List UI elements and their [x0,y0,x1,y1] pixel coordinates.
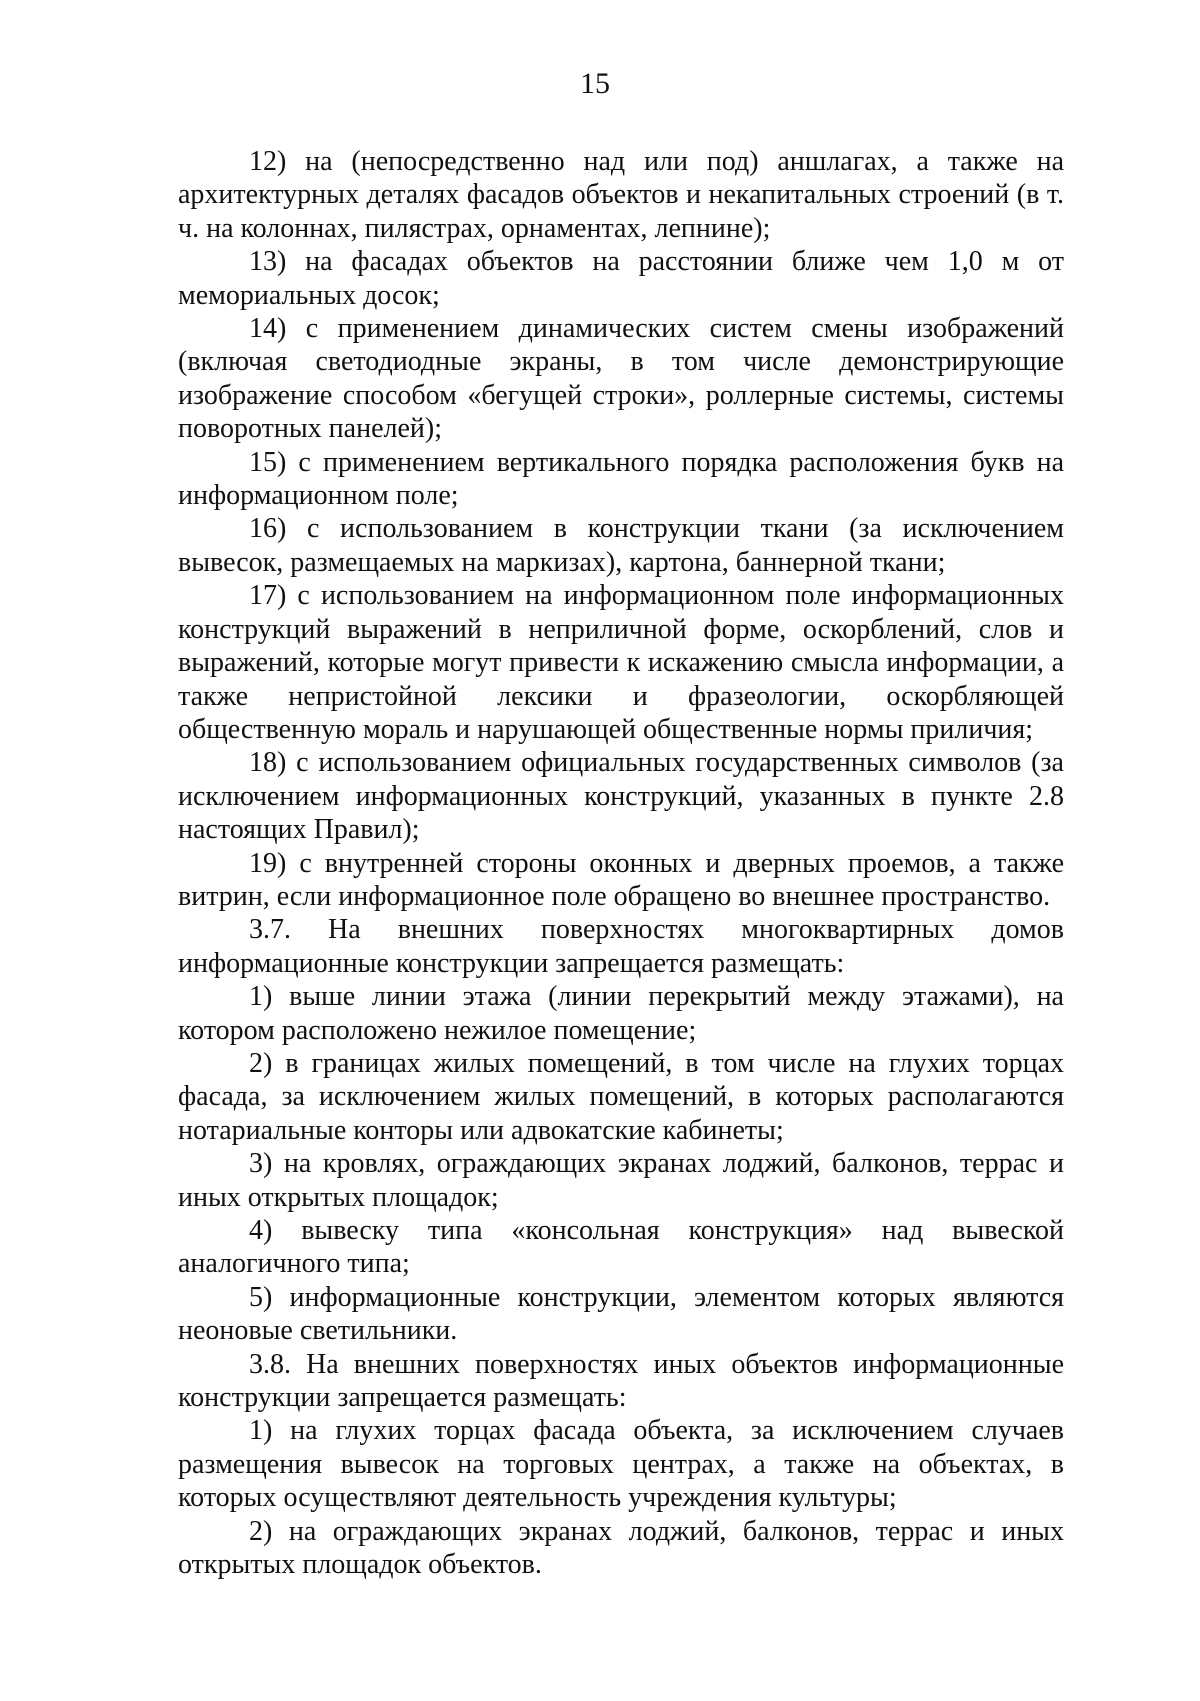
section-3-8-heading: 3.8. На внешних поверхностях иных объектов информационные конструкции запрещается размещать: [178,1348,1064,1414]
list-item-14: 14) с применением динамических систем смены изображений (включая светодиодные экраны, в том числе демонстрирующие изображение способом «бегущей строки», роллерные системы, системы поворотных панелей); [178,313,1064,445]
section-3-8-item-1: 1) на глухих торцах фасада объекта, за исключением случаев размещения вывесок на торговых центрах, а также на объектах, в которых осуществляют деятельность учреждения культуры; [178,1415,1064,1514]
list-item-12: 12) на (непосредственно над или под) аншлагах, а также на архитектурных деталях фасадов объектов и некапитальных строений (в т. ч. на колоннах, пилястрах, орнаментах, лепнине); [178,146,1064,244]
section-3-7-item-5: 5) информационные конструкции, элементом которых являются неоновые светильники. [178,1281,1064,1347]
list-item-17: 17) с использованием на информационном поле информационных конструкций выражений в неприличной форме, оскорблений, слов и выражений, которые могут привести к искажению смысла информации, а также непристойной лексики и фразеологии, оскорбляющей общественную мораль и нарушающей общественные нормы приличия; [178,580,1064,745]
section-3-7-item-3: 3) на кровлях, ограждающих экранах лоджий, балконов, террас и иных открытых площадок; [178,1148,1064,1213]
list-item-16: 16) с использованием в конструкции ткани (за исключением вывесок, размещаемых на маркизах), картона, баннерной ткани; [178,513,1064,578]
list-item-13: 13) на фасадах объектов на расстоянии ближе чем 1,0 м от мемориальных досок; [178,246,1064,311]
document-body [178,145,1064,1581]
section-3-7-item-1: 1) выше линии этажа (линии перекрытий между этажами), на котором расположено нежилое помещение; [178,981,1064,1046]
list-item-19: 19) с внутренней стороны оконных и дверных проемов, а также витрин, если информационное поле обращено во внешнее пространство. [178,847,1064,912]
list-item-18: 18) с использованием официальных государственных символов (за исключением информационных конструкций, указанных в пункте 2.8 настоящих Правил); [178,747,1064,846]
section-3-7-item-4: 4) вывеску типа «консольная конструкция» над вывеской аналогичного типа; [178,1215,1064,1280]
section-3-7-item-2: 2) в границах жилых помещений, в том числе на глухих торцах фасада, за исключением жилых помещений, в которых располагаются нотариальные конторы или адвокатские кабинеты; [178,1047,1064,1146]
list-item-15: 15) с применением вертикального порядка расположения букв на информационном поле; [178,446,1064,512]
section-3-8-item-2: 2) на ограждающих экранах лоджий, балконов, террас и иных открытых площадок объектов. [178,1515,1064,1581]
page-number: 15 [580,67,610,100]
section-3-7-heading: 3.7. На внешних поверхностях многоквартирных домов информационные конструкции запрещается размещать: [178,914,1064,979]
